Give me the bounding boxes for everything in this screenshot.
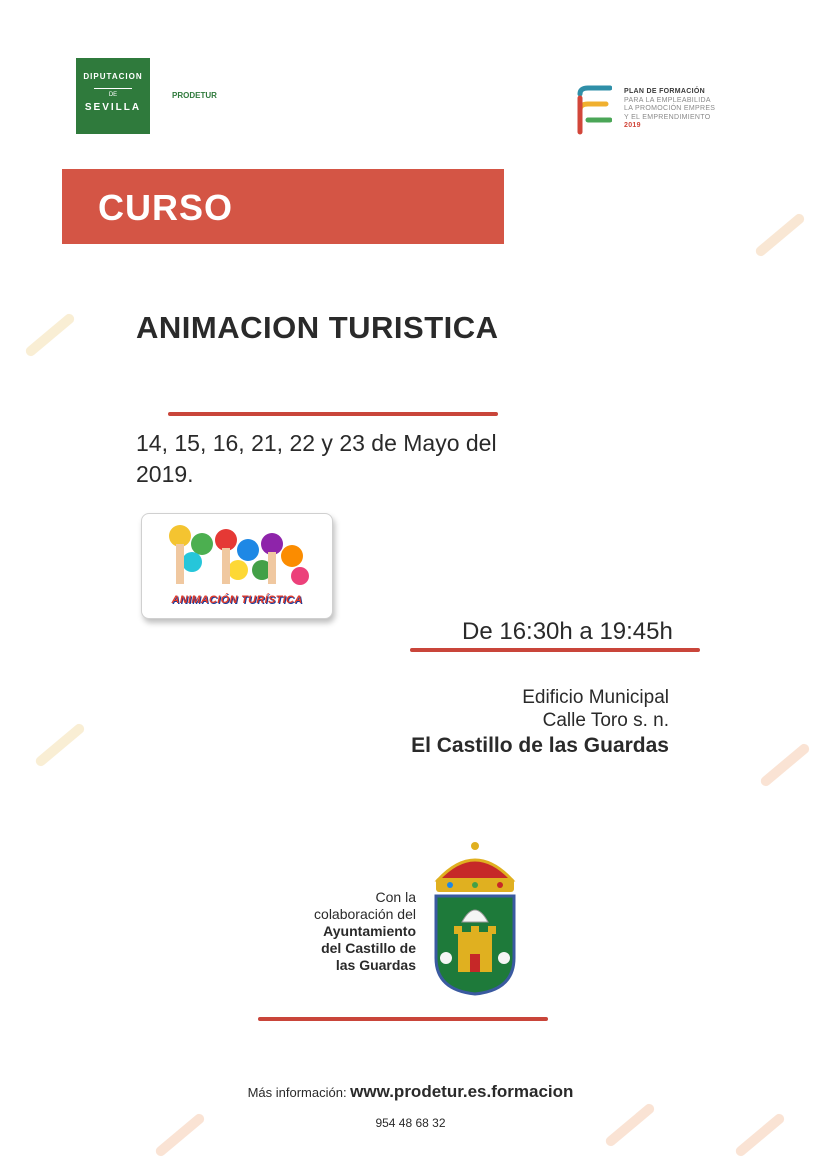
- plan-line-4: Y EL EMPRENDIMIENTO: [624, 113, 711, 121]
- course-dates: 14, 15, 16, 21, 22 y 23 de Mayo del 2019.: [136, 430, 497, 487]
- curso-label: CURSO: [98, 187, 234, 228]
- plan-line-1: PLAN DE FORMACIÓN: [624, 88, 705, 95]
- collab-line-3: [314, 923, 416, 940]
- plan-formacion-logo-icon: [576, 84, 612, 138]
- location-street: Calle Toro s. n.: [542, 710, 669, 731]
- collab-line-5: [314, 957, 416, 974]
- divider-line: [258, 1017, 548, 1021]
- more-info: [0, 1082, 821, 1102]
- collab-line-3-bold: Ayuntamiento: [323, 923, 416, 939]
- course-time: De 16:30h a 19:45h: [462, 618, 673, 645]
- decorative-streak: [24, 312, 76, 358]
- plan-line-3: LA PROMOCIÓN EMPRES: [624, 105, 716, 112]
- location-town: El Castillo de las Guardas: [411, 734, 669, 757]
- coat-of-arms-icon: [430, 840, 520, 998]
- prodetur-label: PRODETUR: [172, 91, 217, 100]
- website-link[interactable]: www.prodetur.es.formacion: [350, 1082, 574, 1101]
- decorative-streak: [759, 742, 811, 788]
- divider-line: [168, 412, 498, 416]
- image-caption: ANIMACIÓN TURÍSTICA: [171, 594, 303, 606]
- plan-formacion-text: [624, 88, 715, 131]
- divider-line: [410, 648, 700, 652]
- collab-line-4: [314, 940, 416, 957]
- course-title: ANIMACION TURISTICA: [136, 310, 499, 345]
- animacion-turistica-image: [141, 513, 333, 619]
- collab-line-1: Con la: [375, 889, 416, 905]
- decorative-streak: [754, 212, 806, 258]
- plan-line-2: PARA LA EMPLEABILIDA: [624, 96, 711, 104]
- collaboration-text: [314, 889, 416, 974]
- collab-line-2: colaboración del: [314, 906, 416, 922]
- logo-divider: [94, 88, 132, 89]
- more-info-label: Más información:: [247, 1085, 351, 1100]
- location-building: Edificio Municipal: [522, 687, 669, 708]
- logo-arc-text: DIPUTACION: [83, 72, 143, 81]
- decorative-streak: [34, 722, 86, 768]
- collab-line-4-bold: Castillo de: [345, 940, 416, 956]
- collab-line-4-prefix: del: [321, 940, 346, 956]
- phone-number: 954 48 68 32: [375, 1116, 446, 1130]
- logo-name-text: SEVILLA: [84, 102, 142, 113]
- plan-year: 2019: [624, 122, 641, 129]
- diputacion-sevilla-logo: [76, 58, 150, 134]
- logo-de-text: DE: [108, 92, 118, 98]
- collab-line-5-bold: las Guardas: [335, 957, 416, 973]
- curso-banner: [62, 169, 504, 244]
